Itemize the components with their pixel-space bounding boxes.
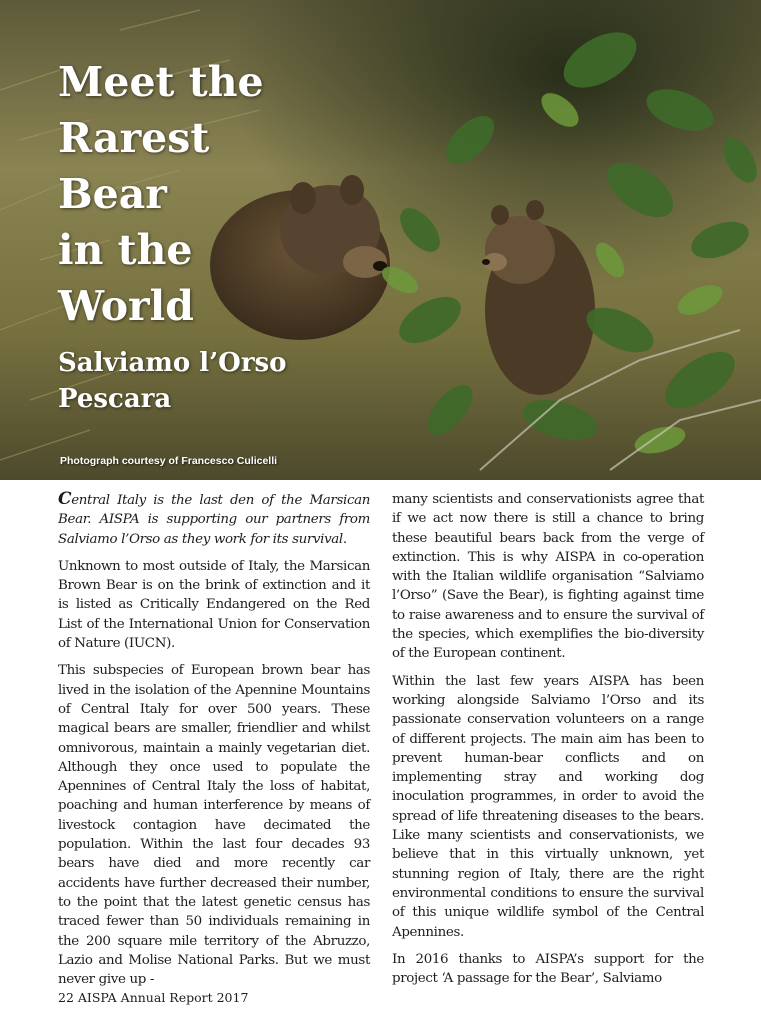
subtitle-line: Salviamo l’Orso	[58, 348, 287, 378]
intro-text: entral Italy is the last den of the Marsican Bear. AISPA is supporting our partners from Salviamo l’Orso as they work for its survival.	[58, 493, 370, 547]
title-line: Meet the	[58, 58, 264, 106]
body-paragraph: This subspecies of European brown bear has lived in the isolation of the Apennine Mountains of Central Italy for over 500 years. These magical bears are smaller, friendlier and whilst omnivorous, maintain a mainly vegetarian diet. Although they once used to populate the Apennines of Central Italy the loss of habitat, poaching and human interference by means of livestock contagion have decimated the population. Within the last four decades 93 bears have died and more recently car accidents have further decreased their number, to the point that the latest genetic census has traced fewer than 50 individuals remaining in the 200 square mile territory of the Abruzzo, Lazio and Molise National Parks. But we must never give up -	[58, 663, 370, 988]
page-footer	[58, 990, 248, 1005]
intro-dropcap: C	[58, 489, 72, 509]
right-column	[392, 490, 704, 996]
publication-name: AISPA Annual Report 2017	[77, 990, 249, 1005]
article-title	[58, 54, 264, 334]
title-line: World	[58, 282, 194, 330]
title-line: Bear	[58, 170, 167, 218]
body-paragraph: Within the last few years AISPA has been working alongside Salviamo l’Orso and its passionate conservation volunteers on a range of different projects. The main aim has been to prevent human-bear conflicts and on implementing stray and working dog inoculation programmes, in order to avoid the spread of life threatening diseases to the bears. Like many scientists and conservationists, we believe that in this virtually unknown, yet stunning region of Italy, there are the right environmental conditions to ensure the survival of this unique wildlife symbol of the Central Apennines.	[392, 673, 704, 940]
title-line: in the	[58, 226, 193, 274]
hero-photo	[0, 0, 761, 480]
body-paragraph: Unknown to most outside of Italy, the Marsican Brown Bear is on the brink of extinction and it is listed as Critically Endangered on the Red List of the International Union for Conservation of Nature (IUCN).	[58, 558, 370, 652]
title-line: Rarest	[58, 114, 210, 162]
body-paragraph: many scientists and conservationists agree that if we act now there is still a chance to bring these beautiful bears back from the verge of extinction. This is why AISPA in co-operation with the Italian wildlife organisation “Salviamo l’Orso” (Save the Bear), is fighting against time to raise awareness and to ensure the survival of the species, which exemplifies the bio-diversity of the European continent.	[392, 492, 704, 662]
photo-credit: Photograph courtesy of Francesco Culicelli	[60, 455, 278, 467]
page-number: 22	[58, 990, 74, 1005]
intro-paragraph	[58, 490, 370, 549]
article-subtitle	[58, 345, 287, 417]
left-column	[58, 490, 370, 997]
subtitle-line: Pescara	[58, 384, 172, 414]
body-paragraph: In 2016 thanks to AISPA’s support for the project ‘A passage for the Bear’, Salviamo	[392, 951, 704, 987]
